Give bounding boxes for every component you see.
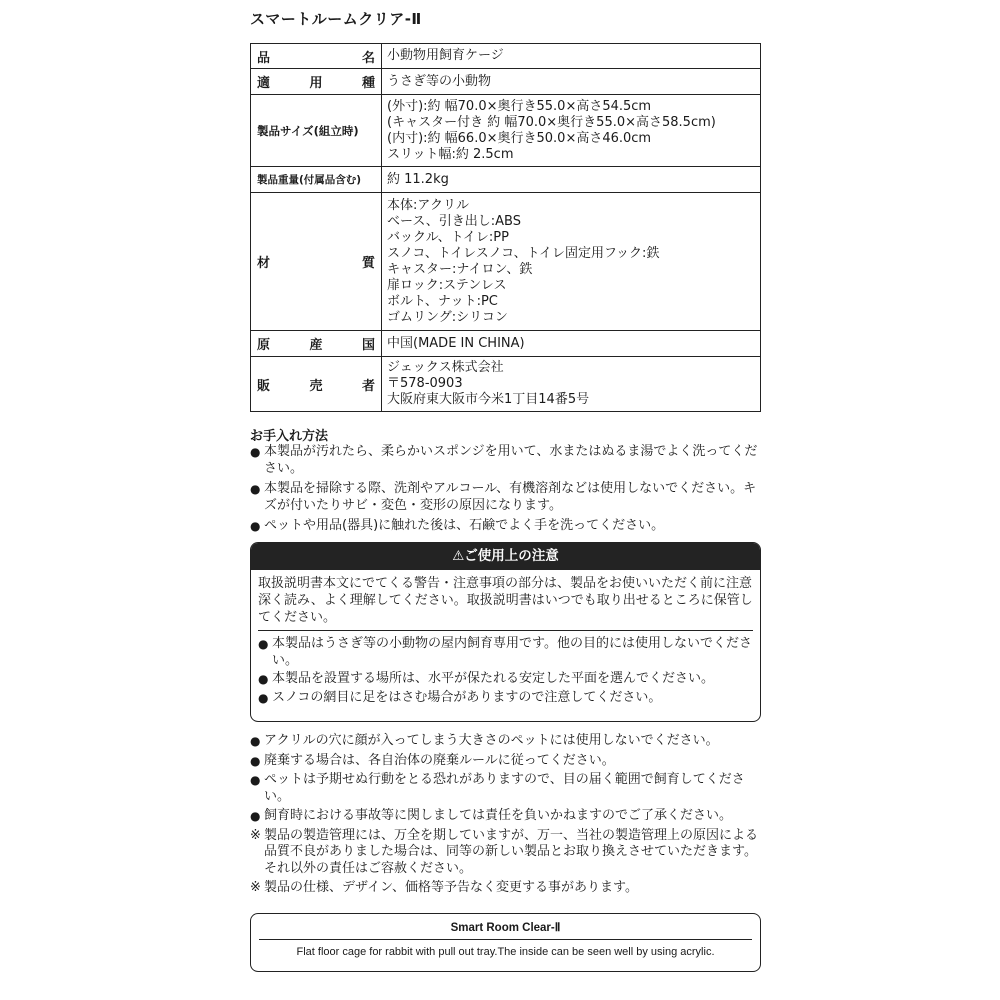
notes-list: [250, 733, 765, 900]
remark-item: ※ 製品の製造管理には、万全を期していますが、万一、当社の製造管理上の原因による品質不良がありました場合は、同等の新しい製品とお取り換えさせていただきます。それ以外の責任はご容赦ください。: [250, 827, 759, 876]
spec-value-material: [382, 193, 761, 331]
spec-label-size: 製品サイズ(組立時): [251, 95, 382, 167]
label-char: 原: [257, 338, 271, 353]
caution-box: [250, 542, 761, 722]
note-item: ● ペットは予期せぬ行動をとる恐れがありますので、目の届く範囲で飼育してください。: [250, 772, 745, 804]
bullet-icon: ●: [258, 690, 269, 705]
label-char: 適: [257, 76, 271, 91]
material-line: キャスター:ナイロン、鉄: [387, 261, 533, 277]
size-line: (内寸):約 幅66.0×奥行き50.0×高さ46.0cm: [387, 130, 652, 146]
seller-line: 〒578-0903: [387, 376, 463, 391]
spec-row-seller: [251, 357, 761, 412]
spec-row-weight: [251, 167, 761, 193]
spec-label-seller: [251, 357, 382, 412]
label-char: 種: [361, 76, 375, 91]
remark-mark: ※: [250, 880, 261, 895]
caution-title: ご使用上の注意: [464, 548, 559, 564]
label-char: 販: [257, 378, 271, 394]
size-line: (外寸):約 幅70.0×奥行き55.0×高さ54.5cm: [387, 98, 652, 114]
bullet-icon: ●: [250, 445, 261, 459]
note-item: ● 廃棄する場合は、各自治体の廃棄ルールに従ってください。: [250, 752, 615, 768]
material-line: ベース、引き出し:ABS: [387, 213, 521, 229]
care-item: ● ペットや用品(器具)に触れた後は、石鹸でよく手を洗ってください。: [250, 518, 665, 533]
material-line: 扉ロック:ステンレス: [387, 277, 507, 293]
spec-value-seller: [382, 357, 761, 412]
spec-label-applicable: [251, 69, 382, 95]
caution-item: ● 本製品を設置する場所は、水平が保たれる安定した平面を選んでください。: [258, 671, 715, 686]
spec-value-name: 小動物用飼育ケージ: [382, 44, 761, 69]
spec-value-applicable: うさぎ等の小動物: [382, 69, 761, 95]
spec-value-size: [382, 95, 761, 167]
spec-row-name: [251, 44, 761, 69]
bullet-icon: ●: [250, 809, 261, 823]
bullet-icon: ●: [250, 773, 261, 787]
bullet-icon: ●: [250, 519, 261, 533]
material-line: ゴムリング:シリコン: [387, 309, 508, 325]
label-char: 品: [257, 50, 271, 66]
spec-label-weight: 製品重量(付属品含む): [251, 167, 382, 193]
care-heading: お手入れ方法: [250, 429, 329, 444]
caution-header: [251, 543, 760, 570]
english-description: Flat floor cage for rabbit with pull out tray.The inside can be seen well by using acrylic.: [296, 946, 715, 958]
material-line: 本体:アクリル: [387, 197, 469, 213]
divider: [258, 630, 753, 631]
bullet-icon: ●: [258, 637, 269, 651]
spec-row-material: [251, 193, 761, 331]
product-title: スマートルームクリア-Ⅱ: [250, 10, 422, 28]
care-list: [250, 444, 765, 539]
seller-line: ジェックス株式会社: [387, 360, 504, 375]
size-line: (キャスター付き 約 幅70.0×奥行き55.0×高さ58.5cm): [387, 114, 716, 130]
label-char: 国: [361, 338, 375, 353]
label-char: 者: [361, 378, 375, 394]
warning-icon: ⚠: [452, 548, 465, 564]
remark-item: ※ 製品の仕様、デザイン、価格等予告なく変更する事があります。: [250, 880, 639, 895]
spec-label-origin: [251, 331, 382, 357]
size-line: スリット幅:約 2.5cm: [387, 146, 514, 162]
spec-value-origin: 中国(MADE IN CHINA): [382, 331, 761, 357]
remark-mark: ※: [250, 827, 261, 843]
label-char: 産: [309, 338, 323, 353]
bullet-icon: ●: [250, 482, 261, 496]
care-item: ● 本製品が汚れたら、柔らかいスポンジを用いて、水またはぬるま湯でよく洗ってください。: [250, 444, 758, 476]
english-title: Smart Room Clear-Ⅱ: [450, 922, 561, 934]
spec-row-origin: [251, 331, 761, 357]
english-box: [250, 913, 761, 972]
material-line: バックル、トイレ:PP: [387, 229, 509, 245]
caution-list: [251, 636, 760, 706]
material-line: ボルト、ナット:PC: [387, 293, 498, 309]
caution-item: ● 本製品はうさぎ等の小動物の屋内飼育専用です。他の目的には使用しないでください。: [258, 636, 752, 668]
label-char: 材: [257, 256, 271, 271]
note-item: ● アクリルの穴に顔が入ってしまう大きさのペットには使用しないでください。: [250, 733, 719, 748]
spec-table: [250, 43, 761, 412]
material-line: スノコ、トイレスノコ、トイレ固定用フック:鉄: [387, 245, 660, 261]
spec-label-material: [251, 193, 382, 331]
bullet-icon: ●: [250, 734, 261, 748]
label-char: 名: [361, 50, 375, 66]
note-item: ● 飼育時における事故等に関しましては責任を負いかねますのでご了承ください。: [250, 808, 733, 823]
label-char: 質: [361, 256, 375, 271]
care-item: ● 本製品を掃除する際、洗剤やアルコール、有機溶剤などは使用しないでください。キズが付いたりサビ・変色・変形の原因になります。: [250, 481, 757, 513]
label-char: 売: [309, 378, 323, 394]
spec-value-weight: 約 11.2kg: [382, 167, 761, 193]
spec-label-name: [251, 44, 382, 69]
bullet-icon: ●: [250, 753, 261, 768]
caution-intro: 取扱説明書本文にでてくる警告・注意事項の部分は、製品をお使いいただく前に注意深く読み、よく理解してください。取扱説明書はいつでも取り出せるところに保管してください。: [258, 576, 753, 625]
spec-row-applicable: [251, 69, 761, 95]
seller-line: 大阪府東大阪市今米1丁目14番5号: [387, 392, 590, 407]
caution-item: ● スノコの網目に足をはさむ場合がありますので注意してください。: [258, 689, 662, 705]
bullet-icon: ●: [258, 672, 269, 686]
label-char: 用: [309, 76, 323, 91]
spec-row-size: [251, 95, 761, 167]
